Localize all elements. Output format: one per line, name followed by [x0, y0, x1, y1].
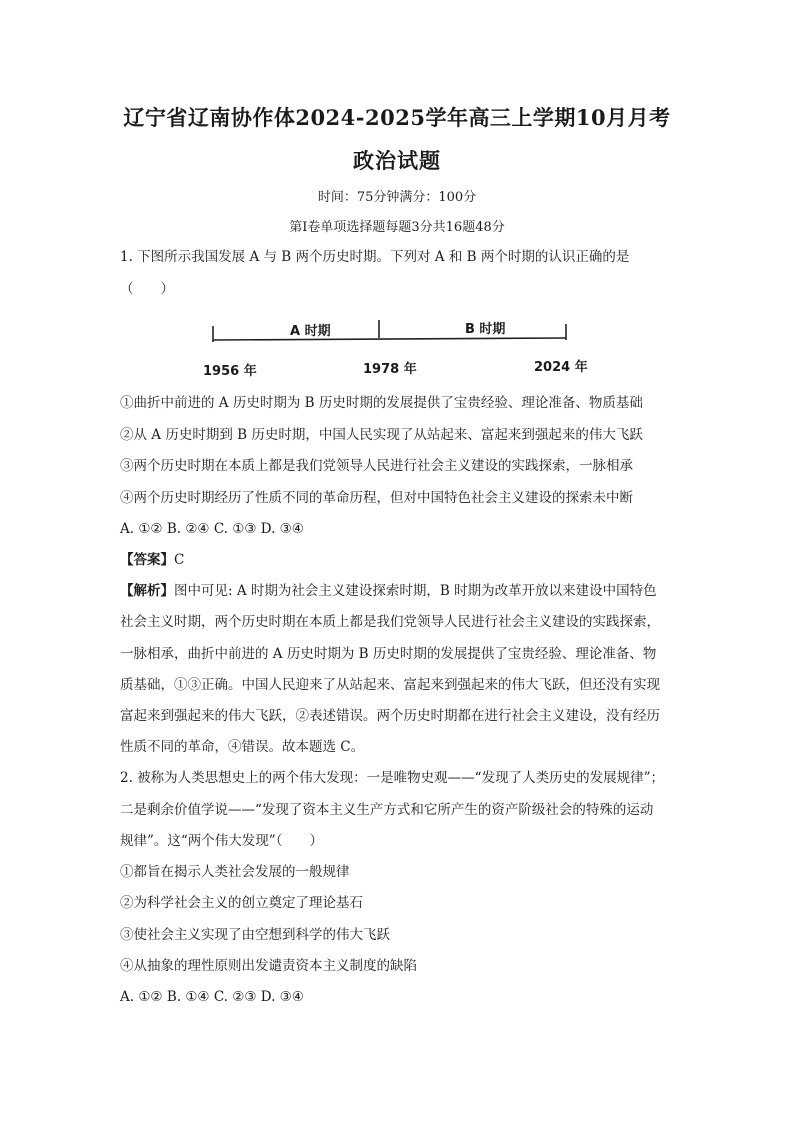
q2-option-3: ③使社会主义实现了由空想到科学的伟大飞跃: [120, 927, 390, 943]
q2-choices: A. ①② B. ①④ C. ②③ D. ③④: [120, 989, 304, 1005]
q1-analysis-line-5: 富起来到强起来的伟大飞跃，②表述错误。两个历史时期都在进行社会主义建设，没有经历: [120, 708, 660, 724]
analysis-text-1: 图中可见: A 时期为社会主义建设探索时期，B 时期为改革开放以来建设中国特色: [174, 583, 657, 599]
timeline-year-1978: 1978 年: [363, 362, 417, 377]
answer-value: C: [174, 552, 185, 568]
answer-label: 【答案】: [120, 552, 174, 568]
q2-stem-line-1: 2. 被称为人类思想史上的两个伟大发现：一是唯物史观——“发现了人类历史的发展规律”；: [120, 770, 664, 786]
q1-option-4: ④两个历史时期经历了性质不同的革命历程，但对中国特色社会主义建设的探索未中断: [120, 490, 633, 506]
q2-stem-line-3: 规律”。这“两个伟大发现”（ ）: [120, 833, 323, 849]
analysis-label: 【解析】: [120, 583, 174, 599]
timeline-year-2024: 2024 年: [534, 360, 588, 375]
exam-info: 时间：75分钟满分：100分: [317, 190, 477, 205]
timeline-line: [213, 338, 566, 340]
timeline-axis: [200, 312, 590, 352]
q2-stem-line-2: 二是剩余价值学说——“发现了资本主义生产方式和它所产生的资产阶级社会的特殊的运动: [120, 802, 654, 818]
q1-stem-line-2: （ ）: [120, 281, 174, 297]
document-subtitle: 政治试题: [353, 148, 441, 173]
q1-analysis-line-6: 性质不同的革命，④错误。故本题选 C。: [120, 739, 365, 755]
q2-option-2: ②为科学社会主义的创立奠定了理论基石: [120, 895, 363, 911]
q1-analysis-line-4: 质基础，①③正确。中国人民迎来了从站起来、富起来到强起来的伟大飞跃，但还没有实现: [120, 677, 660, 693]
q1-analysis-line-2: 社会主义时期，两个历史时期在本质上都是我们党领导人民进行社会主义建设的实践探索，: [120, 614, 660, 630]
q1-analysis-line-1: [120, 581, 680, 601]
timeline-label-period-b: B 时期: [465, 322, 506, 337]
timeline-year-1956: 1956 年: [203, 364, 257, 379]
q1-choices: A. ①② B. ②④ C. ①③ D. ③④: [120, 521, 304, 537]
q1-option-3: ③两个历史时期在本质上都是我们党领导人民进行社会主义建设的实践探索，一脉相承: [120, 458, 633, 474]
timeline-label-period-a: A 时期: [290, 324, 331, 339]
section-info: 第I卷单项选择题每题3分共16题48分: [289, 220, 505, 235]
q2-option-1: ①都旨在揭示人类社会发展的一般规律: [120, 864, 350, 880]
q2-option-4: ④从抽象的理性原则出发谴责资本主义制度的缺陷: [120, 958, 417, 974]
q1-stem-line-1: 1. 下图所示我国发展 A 与 B 两个历史时期。下列对 A 和 B 两个时期的认识正确的是: [120, 249, 630, 265]
q1-timeline-figure: [200, 312, 590, 382]
q1-answer: [120, 550, 680, 570]
q1-option-2: ②从 A 历史时期到 B 历史时期，中国人民实现了从站起来、富起来到强起来的伟大飞跃: [120, 427, 643, 443]
document-title: 辽宁省辽南协作体2024-2025学年高三上学期10月月考: [123, 105, 671, 130]
q1-option-1: ①曲折中前进的 A 历史时期为 B 历史时期的发展提供了宝贵经验、理论准备、物质基础: [120, 395, 643, 411]
q1-analysis-line-3: 一脉相承，曲折中前进的 A 历史时期为 B 历史时期的发展提供了宝贵经验、理论准备、物: [120, 646, 657, 662]
